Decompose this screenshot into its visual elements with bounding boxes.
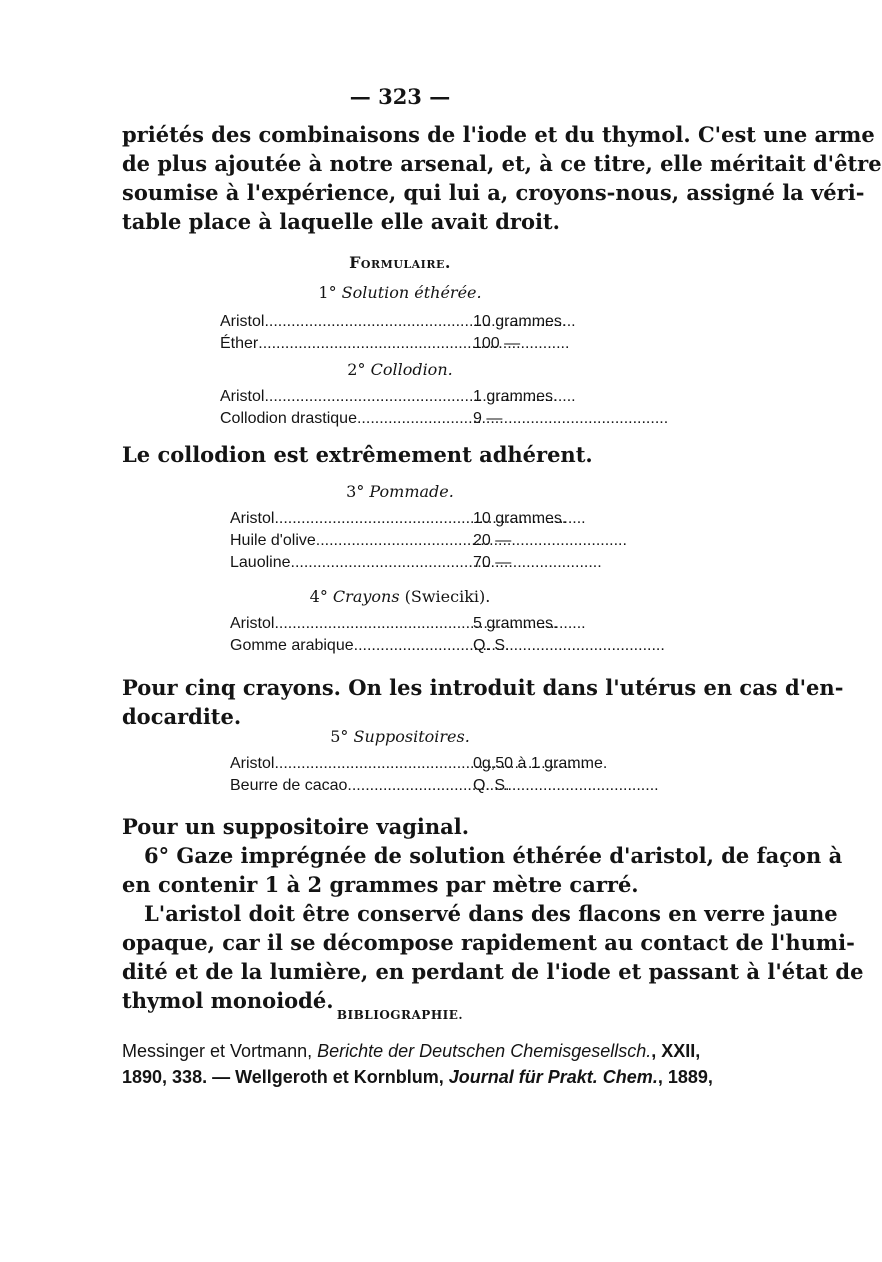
ingredient-name: Aristol <box>230 615 275 632</box>
section-note <box>122 440 672 469</box>
ingredient-name: Aristol <box>220 313 265 330</box>
ingredient-name: Lauoline <box>230 554 291 571</box>
section-title <box>0 283 800 302</box>
ingredient-name: Aristol <box>220 388 265 405</box>
page-number: — 323 — <box>349 84 451 109</box>
section-number: 4° <box>309 587 328 606</box>
closing-paragraph <box>122 812 864 1015</box>
ingredient-quantity: 0g,50 à 1 gramme. <box>473 755 608 772</box>
section-number: 5° <box>330 727 349 746</box>
ingredient-quantity: 9 — <box>473 410 503 427</box>
note-line: Pour cinq crayons. On les introduit dans l'utérus en cas d'en- <box>122 675 844 700</box>
recipe-row <box>230 753 630 775</box>
ingredient-name: Éther <box>220 335 259 352</box>
section-title-text: Suppositoires. <box>353 727 470 746</box>
section-number: 2° <box>347 360 366 379</box>
recipe-row <box>230 552 590 574</box>
section-note <box>122 673 844 731</box>
closing-line: thymol monoiodé. <box>122 988 334 1013</box>
section-title-text: Collodion. <box>370 360 453 379</box>
bibliography-text <box>122 1038 713 1090</box>
recipe-row <box>220 333 590 355</box>
recipe-row <box>230 613 590 635</box>
recipe-table <box>230 753 630 797</box>
section-title <box>0 360 800 379</box>
recipe-table <box>230 613 590 657</box>
recipe-table <box>230 508 590 574</box>
closing-line: dité et de la lumière, en perdant de l'iode et passant à l'état de <box>122 959 864 984</box>
formulaire-heading: Formulaire. <box>349 253 451 272</box>
closing-line: en contenir 1 à 2 grammes par mètre carré. <box>122 872 639 897</box>
ingredient-quantity: 10 grammes. <box>473 313 567 330</box>
ingredient-name: Aristol <box>230 755 275 772</box>
intro-line: table place à laquelle elle avait droit. <box>122 209 560 234</box>
bibliography-line: 1890, 338. — Wellgeroth et Kornblum, Journal für Prakt. Chem., 1889, <box>122 1067 713 1087</box>
ingredient-quantity: 70 — <box>473 554 512 571</box>
intro-paragraph <box>122 120 882 236</box>
section-number: 1° <box>318 283 337 302</box>
intro-line: soumise à l'expérience, qui lui a, croyons-nous, assigné la véri- <box>122 180 865 205</box>
section-title-suffix: (Swieciki). <box>404 587 491 606</box>
ingredient-name: Collodion drastique <box>220 410 357 427</box>
recipe-row <box>220 386 590 408</box>
ingredient-name: Beurre de cacao <box>230 777 348 794</box>
ingredient-name: Gomme arabique <box>230 637 354 654</box>
bibliography-heading: BIBLIOGRAPHIE. <box>336 1008 464 1022</box>
recipe-row <box>230 635 590 657</box>
section-number: 3° <box>346 482 365 501</box>
ingredient-name: Huile d'olive <box>230 532 316 549</box>
intro-line: priétés des combinaisons de l'iode et du thymol. C'est une arme <box>122 122 875 147</box>
ingredient-quantity: 100 — <box>473 335 521 352</box>
recipe-row <box>220 408 590 430</box>
section-title-text: Pommade. <box>369 482 454 501</box>
closing-line: opaque, car il se décompose rapidement au contact de l'humi- <box>122 930 855 955</box>
ingredient-quantity: Q. S. <box>473 777 510 794</box>
closing-line: 6° Gaze imprégnée de solution éthérée d'aristol, de façon à <box>144 843 843 868</box>
ingredient-quantity: 10 grammes. <box>473 510 567 527</box>
recipe-row <box>220 311 590 333</box>
ingredient-quantity: 1 grammes. <box>473 388 558 405</box>
recipe-row <box>230 530 590 552</box>
note-line: Le collodion est extrêmement adhérent. <box>122 442 593 467</box>
note-line: docardite. <box>122 704 242 729</box>
recipe-row <box>230 508 590 530</box>
section-title-text: Solution éthérée. <box>341 283 482 302</box>
closing-line: L'aristol doit être conservé dans des flacons en verre jaune <box>144 901 838 926</box>
section-title <box>0 587 800 606</box>
intro-line: de plus ajoutée à notre arsenal, et, à ce titre, elle méritait d'être <box>122 151 882 176</box>
ingredient-quantity: 20 — <box>473 532 512 549</box>
section-title-text: Crayons <box>332 587 400 606</box>
ingredient-name: Aristol <box>230 510 275 527</box>
recipe-table <box>220 311 590 355</box>
section-title <box>0 727 800 746</box>
section-title <box>0 482 800 501</box>
closing-line: Pour un suppositoire vaginal. <box>122 814 470 839</box>
ingredient-quantity: 5 grammes. <box>473 615 558 632</box>
recipe-row <box>230 775 630 797</box>
recipe-table <box>220 386 590 430</box>
bibliography-line: Messinger et Vortmann, Berichte der Deutschen Chemisgesellsch., XXII, <box>122 1041 701 1061</box>
ingredient-quantity: Q. S. <box>473 637 510 654</box>
